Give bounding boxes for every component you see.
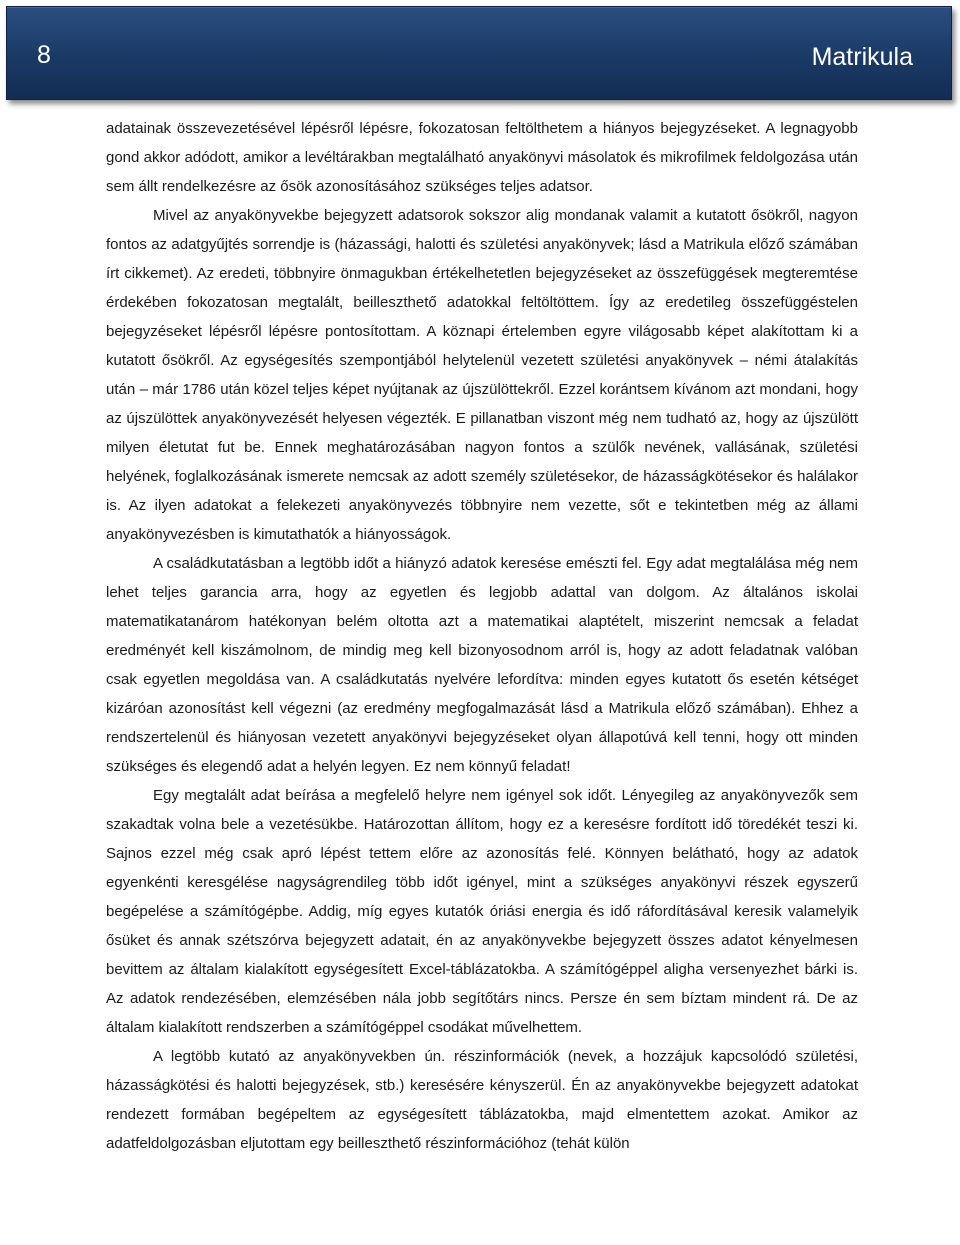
paragraph-5: A legtöbb kutató az anyakönyvekben ún. részinformációk (nevek, a hozzájuk kapcsolódó születési, házasságkötési és halotti bejegyzések, stb.) keresésére kényszerül. Én az anyakönyvekbe bejegyzett adatokat rendezett formában begépeltem az egységesített táblázatokba, majd elmentettem azokat. Amikor az adatfeldolgozásban eljutottam egy beilleszthető részinformációhoz (tehát külön [106,1048,858,1152]
page-header [6,6,952,100]
paragraph-2: Mivel az anyakönyvekbe bejegyzett adatsorok sokszor alig mondanak valamit a kutatott ősökről, nagyon fontos az adatgyűjtés sorrendje is (házassági, halotti és születési anyakönyvek; lásd a Matrikula előző számában írt cikkemet). Az eredeti, többnyire önmagukban értékelhetetlen bejegyzéseket az összefüggések megteremtése érdekében fokozatosan megtalált, beilleszthető adatokkal feltöltöttem. Így az eredetileg összefüggéstelen bejegyzéseket lépésről lépésre pontosítottam. A köznapi értelemben egyre világosabb képet alakítottam ki a kutatott ősökről. Az egységesítés szempontjából helytelenül vezetett születési anyakönyvek – némi átalakítás után – már 1786 után közel teljes képet nyújtanak az újszülöttekről. Ezzel korántsem kívánom azt mondani, hogy az újszülöttek anyakönyvezését helyesen végezték. E pillanatban viszont még nem tudható az, hogy az újszülött milyen életutat fut be. Ennek meghatározásában nagyon fontos a szülők nevének, vallásának, születési helyének, foglalkozásának ismerete nemcsak az adott személy születésekor, de házasságkötésekor és halálakor is. Az ilyen adatokat a felekezeti anyakönyvezés többnyire nem vezette, sőt e tekintetben még az állami anyakönyvezésben is kimutathatók a hiányosságok. [106,207,858,543]
header-banner [7,7,951,99]
paragraph-4: Egy megtalált adat beírása a megfelelő helyre nem igényel sok időt. Lényegileg az anyakönyvezők sem szakadtak volna bele a vezetésükbe. Határozottan állítom, hogy ez a keresésre fordított idő töredékét teszi ki. Sajnos ezzel még csak apró lépést tettem előre az azonosítás felé. Könnyen belátható, hogy az adatok egyenkénti keresgélése nagyságrendileg több időt igényel, mint a szükséges anyakönyvi részek egyszerű begépelése a számítógépbe. Addig, míg egyes kutatók óriási energia és idő ráfordításával keresik valamelyik ősüket és annak szétszórva bejegyzett adatait, én az anyakönyvekbe bejegyzett összes adatot kényelmesen bevittem az általam kialakított egységesített Excel-táblázatokba. A számítógéppel aligha versenyezhet bárki is. Az adatok rendezésében, elemzésében nála jobb segítőtárs nincs. Persze én sem bíztam mindent rá. De az általam kialakított rendszerben a számítógéppel csodákat művelhettem. [106,787,858,1036]
paragraph-1: adatainak összevezetésével lépésről lépésre, fokozatosan feltölthetem a hiányos bejegyzéseket. A legnagyobb gond akkor adódott, amikor a levéltárakban megtalálható anyakönyvi másolatok és mikrofilmek feldolgozása után sem állt rendelkezésre az ősök azonosításához szükséges teljes adatsor. [106,120,858,195]
journal-title: Matrikula [811,43,913,71]
page-number: 8 [37,41,51,69]
paragraph-3: A családkutatásban a legtöbb időt a hiányzó adatok keresése emészti fel. Egy adat megtalálása még nem lehet teljes garancia arra, hogy az egyetlen és legjobb adattal van dolgom. Az általános iskolai matematikatanárom hatékonyan belém oltotta azt a matematikai alaptételt, miszerint nemcsak a feladat eredményét kell kiszámolnom, de mindig meg kell bizonyosodnom arról is, hogy az adott feladatnak valóban csak egyetlen megoldása van. A családkutatás nyelvére lefordítva: minden egyes kutatott ős esetén kétséget kizáróan azonosítást kell végezni (az eredmény megfogalmazását lásd a Matrikula előző számában). Ehhez a rendszertelenül és hiányosan vezetett anyakönyvi bejegyzéseket olyan állapotúvá kell tenni, hogy ott minden szükséges és elegendő adat a helyén legyen. Ez nem könnyű feladat! [106,555,858,775]
article-body [106,114,858,1158]
